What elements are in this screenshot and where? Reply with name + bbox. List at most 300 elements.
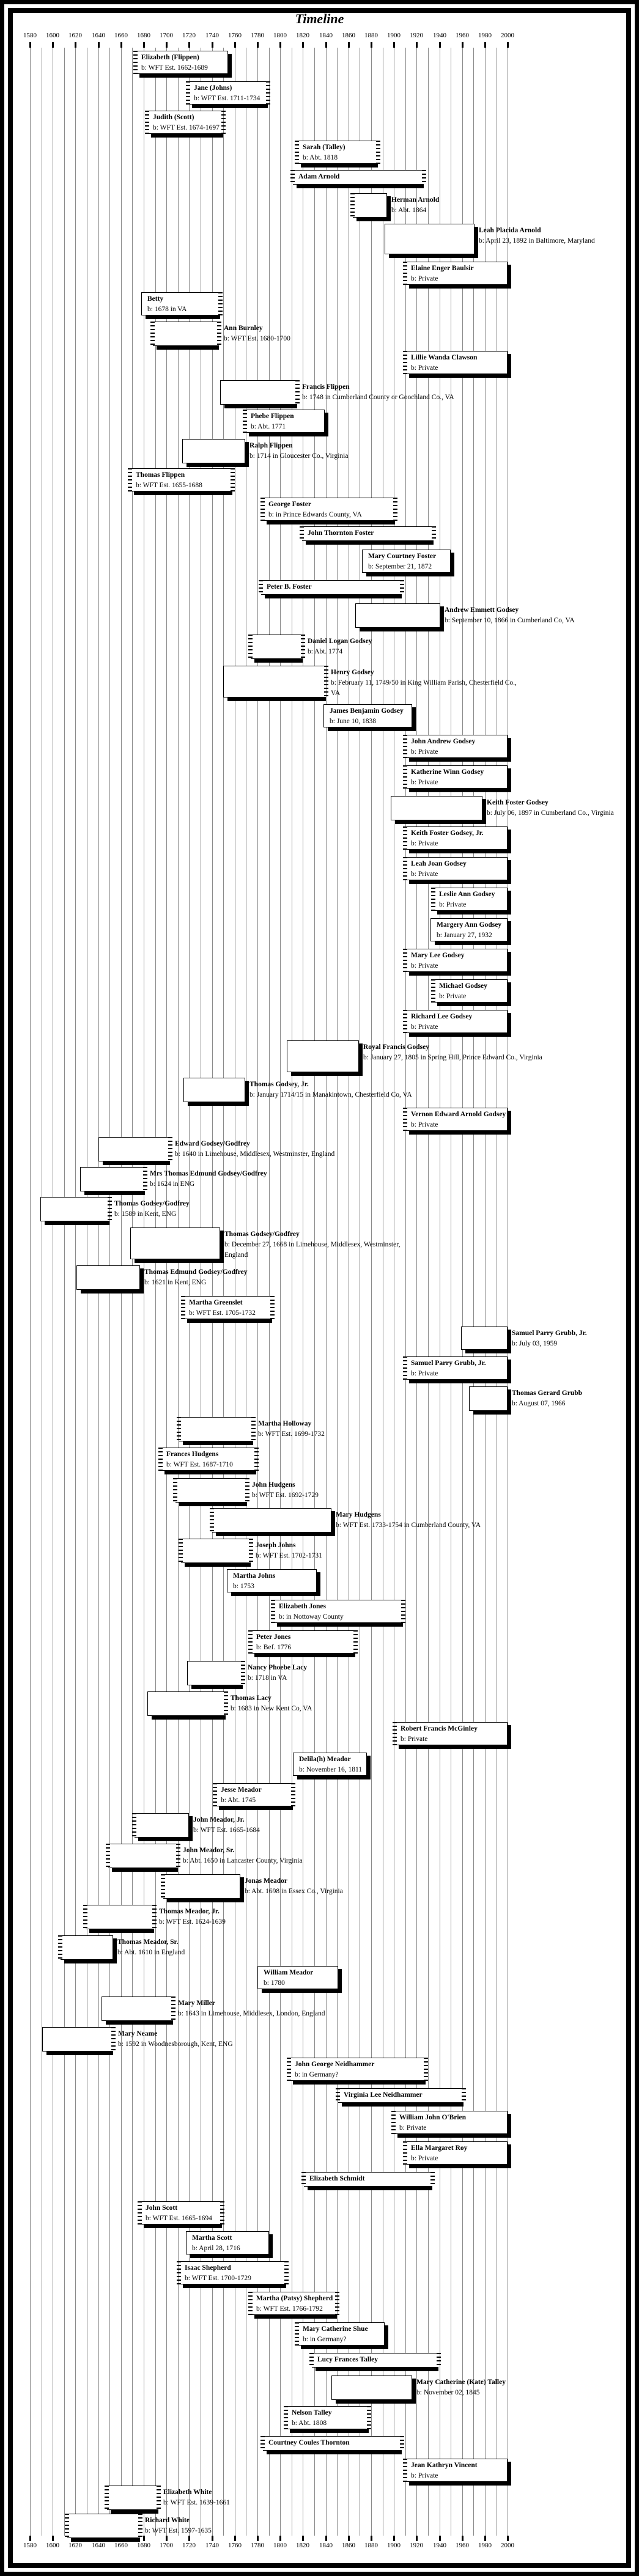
lifespan-bar [81,1290,144,1294]
person-name: Mary Catherine Shue [303,2325,368,2333]
axis-tick-top-1740 [212,42,213,48]
lifespan-bar-right [508,2114,511,2138]
person-name: Jane (Johns) [194,84,232,92]
estimated-start-hash [403,1108,407,1131]
person-birth: b: Abt. 1745 [221,1797,256,1804]
lifespan-bar [395,820,486,824]
person-name: Leah Joan Godsey [411,860,467,867]
person-label [512,1328,639,1349]
person-birth: b: June 10, 1838 [330,718,377,725]
person-birth: b: Private [399,2124,427,2132]
person-name: John Hudgens [252,1481,295,1489]
lifespan-bar-right [189,1816,193,1841]
gridline-1850 [337,48,338,2536]
lifespan-bar-right [140,1268,144,1294]
person-name: Judith (Scott) [153,114,194,121]
person-name: Courtney Coules Thornton [268,2439,350,2446]
person-name: Jonas Meador [245,1877,287,1885]
person-name: Jesse Meador [221,1786,262,1794]
person-birth: b: April 23, 1892 in Baltimore, Maryland [479,237,595,245]
person-birth: b: 1621 in Kent, ENG [144,1279,207,1286]
person-entry-76 [312,2353,438,2368]
lifespan-bar-right [412,707,416,731]
person-entry-64 [102,1996,325,2021]
lifespan-bar-right [508,1111,511,1135]
lifespan-bar-right [338,1969,342,1993]
person-name: Virginia Lee Neidhammer [344,2091,423,2099]
estimated-start-hash [179,1539,183,1563]
person-name: Lucy Frances Talley [317,2356,379,2363]
axis-tick-top-1940 [439,42,441,48]
lifespan-bar [409,374,511,378]
person-entry-44 [469,1386,583,1411]
lifespan-bar [254,659,303,663]
estimated-start-hash [403,949,407,972]
lifespan-bar [409,285,511,289]
lifespan-bar-right [508,860,511,884]
gridline-1880 [371,48,372,2536]
person-label [166,1449,233,1470]
estimated-end-hash [218,292,223,315]
person-label [309,2174,364,2184]
person-label [512,1388,639,1409]
estimated-start-hash [161,1874,165,1899]
person-entry-78 [286,2406,369,2429]
person-name: John George Neidhammer [295,2061,375,2068]
lifespan-bar-right [508,1360,511,1383]
person-name: Martha Johns [233,1572,276,1580]
axis-label-bottom-1600: 1600 [46,2542,59,2549]
lifespan-bar [265,595,402,598]
axis-tick-top-1980 [484,42,486,48]
lifespan-bar [106,2021,173,2025]
person-entry-46 [161,1448,256,1471]
person-label [144,1267,334,1288]
lifespan-bar [84,1191,145,1195]
person-birth: b: January 27, 1932 [437,932,492,939]
axis-label-bottom-1900: 1900 [387,2542,401,2549]
person-name: Daniel Logan Godsey [308,638,372,645]
estimated-end-hash [168,1137,172,1161]
axis-label-top-1960: 1960 [456,32,469,39]
lifespan-bar [308,2187,432,2190]
axis-label-top-1800: 1800 [273,32,287,39]
person-birth: b: Private [439,993,467,1000]
person-entry-22 [323,704,412,727]
person-name: Thomas Godsey, Jr. [249,1081,309,1088]
person-label [141,53,208,73]
lifespan-bar-right [245,1081,249,1106]
lifespan-bar-right [331,1511,335,1536]
lifespan-bar-right [367,1756,371,1779]
estimated-end-hash [393,498,397,521]
axis-tick-bottom-1940 [439,2536,441,2541]
axis-tick-bottom-1860 [348,2536,350,2541]
person-birth: b: Bef. 1776 [256,1644,292,1651]
lifespan-bar [157,346,219,350]
person-label [145,2515,334,2536]
person-entry-3 [297,141,378,164]
estimated-end-hash [424,2058,428,2081]
person-label [308,528,374,539]
person-entry-8 [141,292,220,315]
person-birth: b: Private [411,2472,438,2479]
lifespan-bar [191,1685,243,1689]
person-entry-2 [147,111,223,134]
person-label [411,828,484,849]
person-name: Michael Godsey [439,982,487,990]
person-birth: b: April 28, 1716 [192,2245,240,2252]
person-name: Katherine Winn Godsey [411,768,484,776]
person-name: William Meador [264,1969,314,1976]
person-name: Thomas Meador, Jr. [159,1908,220,1915]
lifespan-bar [290,2429,369,2433]
person-label [411,767,484,788]
estimated-end-hash [224,1691,228,1716]
person-entry-16 [302,526,434,541]
person-name: John Thornton Foster [308,529,374,537]
axis-label-bottom-1780: 1780 [251,2542,264,2549]
estimated-start-hash [403,826,407,850]
axis-label-bottom-1880: 1880 [364,2542,378,2549]
person-entry-63 [257,1966,338,1989]
axis-tick-bottom-1820 [302,2536,304,2541]
person-entry-49 [181,1539,322,1563]
person-entry-21 [223,666,517,697]
person-name: Delila(h) Meador [299,1756,351,1763]
lifespan-bar [336,2400,416,2404]
estimated-start-hash [259,580,263,595]
estimated-end-hash [251,1417,256,1441]
person-label [221,1785,262,1806]
axis-label-top-1920: 1920 [410,32,423,39]
lifespan-bar [301,164,378,167]
person-name: Henry Godsey [331,669,374,676]
estimated-start-hash [213,1783,217,1806]
person-name: John Scott [146,2204,178,2212]
person-label [147,294,187,315]
estimated-end-hash [241,1661,245,1685]
axis-tick-bottom-1980 [484,2536,486,2541]
lifespan-bar [144,2225,222,2228]
axis-tick-bottom-1680 [143,2536,145,2541]
gridline-1620 [75,48,76,2536]
person-entry-39 [130,1227,401,1259]
person-birth: b: WFT Est. 1597-1635 [145,2527,212,2534]
estimated-start-hash [309,2353,314,2368]
person-label [487,798,639,819]
person-birth: b: Private [401,1735,428,1743]
lifespan-bar [164,1471,256,1474]
person-label [268,499,362,520]
axis-label-top-1640: 1640 [92,32,105,39]
person-name: Margery Ann Godsey [437,921,502,929]
person-entry-73 [179,2261,286,2284]
axis-label-top-1620: 1620 [68,32,82,39]
person-entry-6 [385,224,595,254]
axis-tick-top-1720 [188,42,190,48]
person-name: Mary Catherine (Kate) Talley [416,2379,506,2386]
person-name: Martha Scott [192,2234,232,2242]
person-label [303,2324,368,2345]
lifespan-bar [409,972,511,976]
person-entry-37 [80,1167,267,1191]
axis-label-top-1680: 1680 [137,32,150,39]
person-birth: b: WFT Est. 1639-1661 [163,2499,230,2506]
person-name: Mary Courtney Foster [368,553,437,560]
person-label [445,605,634,626]
axis-tick-top-1700 [166,42,168,48]
person-name: Keith Foster Godsey, Jr. [411,830,484,837]
person-name: Elaine Enger Baulsir [411,265,474,272]
estimated-end-hash [266,81,270,105]
axis-tick-top-1920 [416,42,418,48]
person-name: Elizabeth Schmidt [309,2175,365,2182]
person-name: Betty [147,295,164,303]
lifespan-bar-right [387,196,391,221]
person-label [303,142,345,163]
estimated-start-hash [128,468,132,491]
person-entry-62 [61,1935,185,1960]
person-label [411,263,474,284]
estimated-start-hash [301,2172,306,2187]
lifespan-bar [397,2134,511,2138]
lifespan-bar-right [220,1231,224,1263]
axis-tick-top-1600 [52,42,54,48]
person-name: Robert Francis McGinley [401,1725,478,1732]
axis-tick-bottom-1700 [166,2536,168,2541]
axis-label-top-1720: 1720 [182,32,196,39]
lifespan-bar [437,911,511,914]
person-birth: b: 1592 in Woodnesborough, Kent, ENG [118,2041,233,2048]
lifespan-bar-right [508,768,511,792]
person-label [264,1968,313,1989]
axis-tick-top-2000 [507,42,509,48]
lifespan-bar-right [508,2462,511,2486]
person-birth: b: 1624 in ENG [150,1180,195,1188]
person-birth: b: Private [439,901,467,908]
estimated-start-hash [105,2486,109,2510]
person-entry-13 [182,439,349,463]
lifespan-bar [409,850,511,853]
person-birth: b: January 27, 1805 in Spring Hill, Prince Edward Co., Virginia [363,1054,542,1061]
lifespan-bar [45,1221,109,1225]
person-name: James Benjamin Godsey [330,707,404,715]
lifespan-bar [473,1411,511,1415]
person-entry-47 [175,1478,319,1503]
person-birth: b: September 10, 1866 in Cumberland Co, VA [445,617,575,624]
person-label [336,1510,525,1531]
person-entry-42 [461,1327,587,1350]
person-label [252,1480,441,1501]
estimated-start-hash [403,765,407,789]
person-birth: b: Private [411,2155,438,2162]
person-entry-27 [405,857,508,880]
person-label [192,2233,240,2254]
person-name: Elizabeth Jones [279,1603,326,1610]
lifespan-bar [360,628,444,631]
lifespan-bar [135,1259,224,1263]
lifespan-bar [409,880,511,884]
person-entry-32 [405,1010,508,1033]
lifespan-bar [187,1319,272,1323]
lifespan-bar-right [245,442,249,467]
estimated-end-hash [217,322,221,346]
person-entry-0 [136,51,228,74]
person-name: Phebe Flippen [251,413,294,420]
estimated-end-hash [138,2514,142,2538]
estimated-end-hash [221,111,226,134]
person-label [368,551,436,572]
lifespan-bar [409,1033,511,1037]
person-label [411,737,475,757]
person-name: Mary Neame [118,2030,158,2037]
person-entry-24 [405,765,508,789]
person-birth: b: Private [411,748,438,756]
person-birth: b: WFT Est. 1766-1792 [256,2305,323,2313]
estimated-start-hash [248,635,253,659]
lifespan-bar [409,1380,511,1383]
person-name: Martha (Patsy) Shepherd [256,2295,333,2302]
axis-label-top-1600: 1600 [46,32,59,39]
axis-tick-bottom-1760 [234,2536,236,2541]
estimated-start-hash [403,735,407,758]
estimated-start-hash [393,1722,397,1745]
lifespan-bar-right [508,1013,511,1037]
estimated-start-hash [243,410,247,433]
person-name: Ella Margaret Roy [411,2144,468,2152]
estimated-end-hash [432,526,436,541]
person-label [302,382,492,403]
axis-label-top-1840: 1840 [319,32,333,39]
lifespan-bar-right [508,2144,511,2168]
axis-tick-bottom-1740 [212,2536,213,2541]
estimated-start-hash [403,1356,407,1380]
person-birth: b: Private [411,870,438,878]
person-birth: b: WFT Est. 1665-1694 [146,2215,212,2222]
lifespan-bar [185,1563,251,1567]
page-title: Timeline [295,11,344,26]
person-label [439,981,487,1002]
person-birth: b: WFT Est. 1699-1732 [258,1430,325,1438]
person-name: Samuel Parry Grubb, Jr. [411,1360,486,1367]
person-label [416,2377,606,2398]
person-birth: b: Private [411,364,438,372]
lifespan-bar [306,541,434,545]
person-entry-61 [86,1905,226,1929]
estimated-end-hash [295,380,300,405]
person-birth: b: in Germany? [295,2071,339,2078]
person-name: Nancy Phoebe Lacy [248,1664,308,1671]
estimated-end-hash [111,2027,116,2052]
person-birth: b: September 21, 1872 [368,563,432,570]
person-name: Mary Miller [178,2000,215,2007]
axis-label-bottom-1720: 1720 [182,2542,196,2549]
lifespan-bar [192,105,268,108]
person-name: Sarah (Talley) [303,144,345,151]
estimated-start-hash [403,262,407,285]
person-label [194,83,260,104]
person-birth: b: Private [411,962,438,970]
lifespan-bar [179,1503,247,1506]
estimated-start-hash [177,2261,181,2284]
person-label [437,920,501,941]
person-entry-19 [355,603,575,628]
estimated-start-hash [431,979,435,1003]
person-name: Royal Francis Godsey [363,1043,429,1051]
axis-label-bottom-1680: 1680 [137,2542,150,2549]
person-name: Thomas Meador, Sr. [117,1938,179,1946]
person-entry-57 [215,1783,293,1806]
person-birth: b: Private [411,779,438,786]
estimated-start-hash [336,2088,340,2103]
person-label [411,1012,472,1032]
person-entry-51 [273,1600,403,1623]
person-name: Richard White [145,2517,190,2524]
estimated-start-hash [158,1448,163,1471]
person-label [136,470,202,491]
person-birth: b: 1718 in VA [248,1674,287,1682]
estimated-end-hash [291,1783,295,1806]
lifespan-bar [316,2368,438,2371]
person-label [231,1693,420,1714]
estimated-start-hash [431,888,435,911]
lifespan-bar [435,941,511,945]
person-entry-33 [287,1040,542,1072]
person-name: Nelson Talley [292,2409,332,2416]
person-entry-69 [405,2141,508,2165]
lifespan-bar [103,1161,170,1165]
axis-label-top-1780: 1780 [251,32,264,39]
lifespan-bar [409,758,511,762]
axis-label-bottom-1620: 1620 [68,2542,82,2549]
axis-label-top-1700: 1700 [160,32,173,39]
axis-label-top-1880: 1880 [364,32,378,39]
lifespan-bar [389,254,478,258]
estimated-end-hash [143,1167,147,1191]
person-entry-23 [405,735,508,758]
axis-tick-bottom-1920 [416,2536,418,2541]
lifespan-bar [297,185,424,188]
person-birth: b: in Germany? [303,2336,347,2343]
person-label [256,1540,445,1561]
person-birth: b: Abt. 1610 in England [117,1949,185,1956]
person-entry-43 [405,1356,508,1380]
axis-tick-bottom-1880 [371,2536,372,2541]
person-entry-52 [251,1630,355,1654]
lifespan-bar [356,218,391,221]
person-entry-28 [434,888,508,911]
axis-tick-top-1640 [98,42,100,48]
person-name: Frances Hudgens [166,1451,219,1458]
lifespan-bar [216,1533,335,1536]
estimated-start-hash [248,2292,253,2315]
person-entry-75 [297,2322,385,2346]
estimated-end-hash [367,2406,371,2429]
person-label [344,2090,423,2100]
person-label [248,1663,437,1684]
lifespan-bar-right [508,921,511,945]
estimated-start-hash [260,498,265,521]
estimated-end-hash [335,2292,339,2315]
person-birth: b: Abt. 1864 [391,207,427,214]
person-entry-31 [434,979,508,1003]
axis-tick-top-1880 [371,42,372,48]
person-label [299,1754,362,1775]
person-entry-65 [42,2027,233,2052]
lifespan-bar [291,1072,363,1076]
axis-tick-top-1860 [348,42,350,48]
